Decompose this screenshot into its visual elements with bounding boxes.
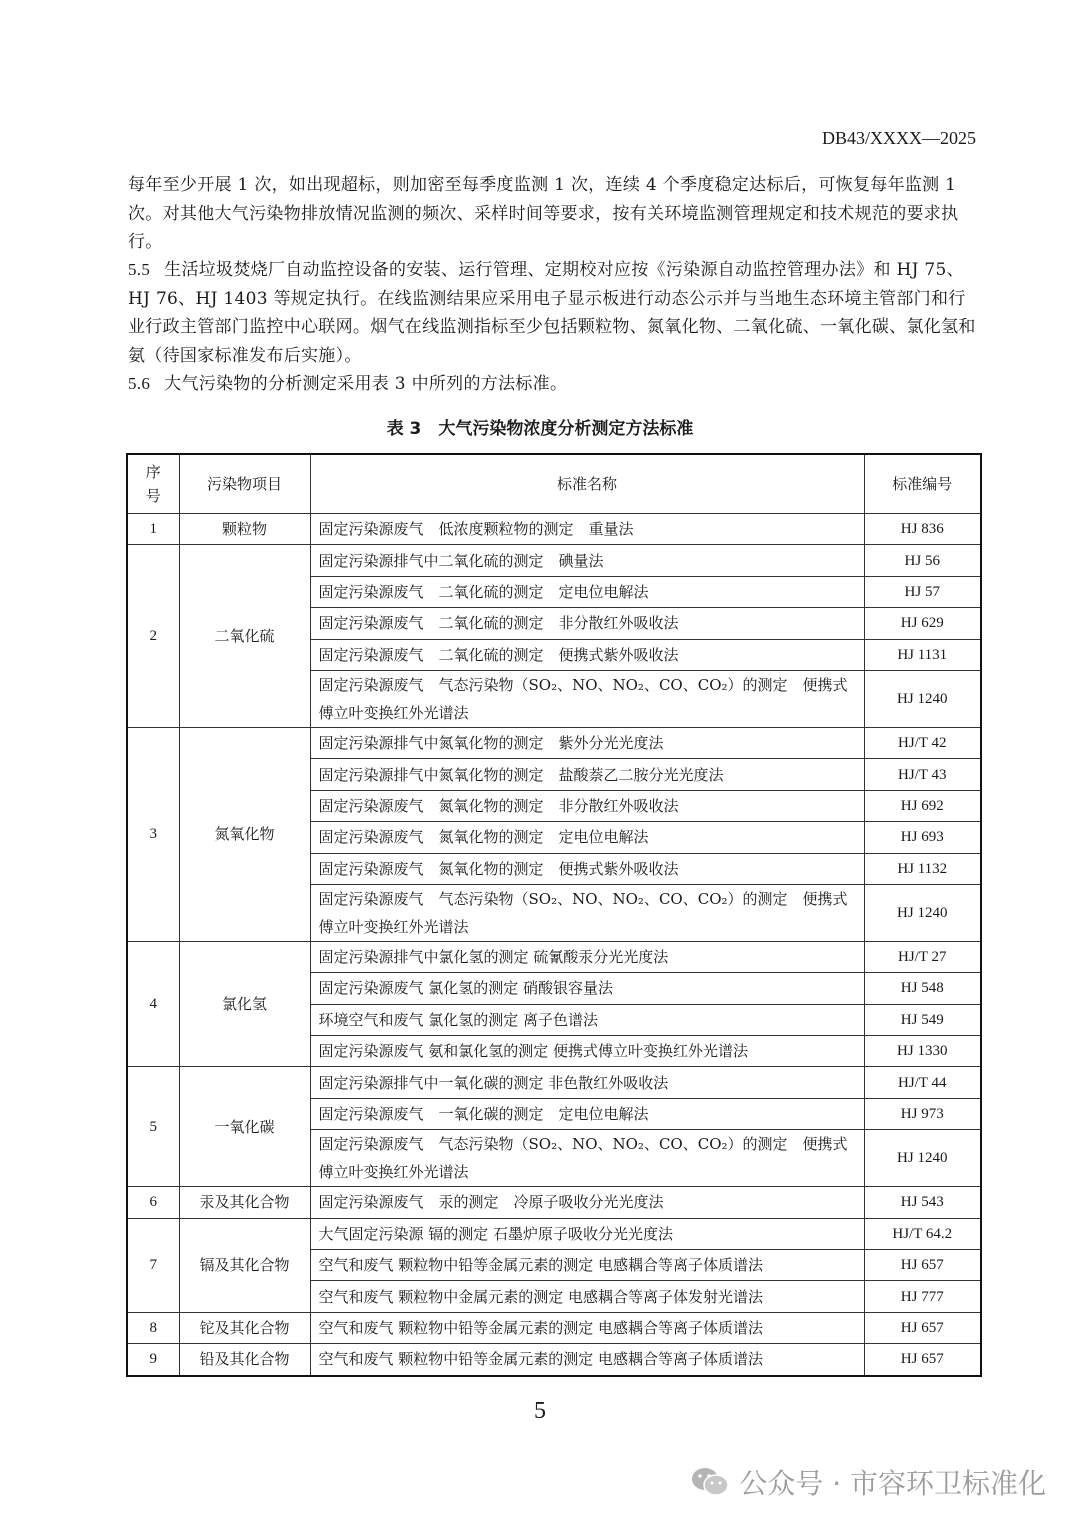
cell-no: 9 [127, 1344, 179, 1376]
cell-standard-code: HJ 548 [864, 973, 981, 1004]
cell-standard-code: HJ 836 [864, 514, 981, 545]
paragraph-5-6 [128, 370, 978, 399]
cell-standard-name: 空气和废气 颗粒物中铅等金属元素的测定 电感耦合等离子体质谱法 [310, 1312, 864, 1343]
cell-standard-code: HJ 543 [864, 1187, 981, 1218]
cell-standard-name: 固定污染源排气中一氧化碳的测定 非色散红外吸收法 [310, 1067, 864, 1098]
clause-number: 5.6 [128, 374, 151, 393]
cell-standard-name: 空气和废气 颗粒物中铅等金属元素的测定 电感耦合等离子体质谱法 [310, 1250, 864, 1281]
page-number: 5 [534, 1398, 546, 1424]
cell-standard-name: 环境空气和废气 氯化氢的测定 离子色谱法 [310, 1004, 864, 1035]
cell-standard-code: HJ 657 [864, 1312, 981, 1343]
cell-standard-code: HJ/T 27 [864, 941, 981, 972]
cell-standard-name: 固定污染源废气 氮氧化物的测定 非分散红外吸收法 [310, 790, 864, 821]
cell-standard-code: HJ 1240 [864, 884, 981, 941]
cell-standard-name: 固定污染源排气中氯化氢的测定 硫氰酸汞分光光度法 [310, 941, 864, 972]
table-row [127, 1312, 981, 1343]
cell-standard-code: HJ 56 [864, 545, 981, 576]
cell-standard-name: 固定污染源废气 二氧化硫的测定 非分散红外吸收法 [310, 608, 864, 639]
cell-standard-code: HJ 1240 [864, 1130, 981, 1187]
cell-no: 7 [127, 1218, 179, 1312]
cell-no: 6 [127, 1187, 179, 1218]
cell-pollutant: 氮氧化物 [179, 727, 310, 941]
cell-standard-code: HJ 693 [864, 822, 981, 853]
cell-standard-name: 固定污染源废气 一氧化碳的测定 定电位电解法 [310, 1098, 864, 1129]
cell-standard-name: 固定污染源废气 二氧化硫的测定 定电位电解法 [310, 576, 864, 607]
cell-standard-code: HJ/T 43 [864, 759, 981, 790]
cell-pollutant: 铊及其化合物 [179, 1312, 310, 1343]
cell-pollutant: 一氧化碳 [179, 1067, 310, 1187]
table-row [127, 727, 981, 758]
table-row [127, 545, 981, 576]
paragraph-5-5 [128, 256, 978, 370]
cell-standard-code: HJ 1132 [864, 853, 981, 884]
paragraph-monitoring-frequency: 每年至少开展 1 次，如出现超标，则加密至每季度监测 1 次，连续 4 个季度稳定达标后，可恢复每年监测 1 次。对其他大气污染物排放情况监测的频次、采样时间等要求，按有关环境监测管理规定和技术规范的要求执行。 [128, 175, 959, 253]
cell-standard-code: HJ 1330 [864, 1036, 981, 1067]
cell-no: 4 [127, 941, 179, 1067]
table-row [127, 1218, 981, 1249]
cell-no: 8 [127, 1312, 179, 1343]
cell-pollutant: 颗粒物 [179, 514, 310, 545]
cell-standard-code: HJ 57 [864, 576, 981, 607]
cell-standard-code: HJ 657 [864, 1344, 981, 1376]
wechat-icon [691, 1466, 729, 1498]
cell-standard-code: HJ/T 42 [864, 727, 981, 758]
cell-standard-code: HJ/T 64.2 [864, 1218, 981, 1249]
cell-standard-name: 空气和废气 颗粒物中铅等金属元素的测定 电感耦合等离子体质谱法 [310, 1344, 864, 1376]
cell-standard-code: HJ 973 [864, 1098, 981, 1129]
table-row [127, 1187, 981, 1218]
cell-standard-name: 大气固定污染源 镉的测定 石墨炉原子吸收分光光度法 [310, 1218, 864, 1249]
cell-standard-name: 固定污染源废气 氯化氢的测定 硝酸银容量法 [310, 973, 864, 1004]
cell-no: 5 [127, 1067, 179, 1187]
header-code: 标准编号 [864, 454, 981, 514]
cell-standard-code: HJ 629 [864, 608, 981, 639]
cell-pollutant: 镉及其化合物 [179, 1218, 310, 1312]
table-row [127, 1344, 981, 1376]
cell-standard-code: HJ/T 44 [864, 1067, 981, 1098]
cell-standard-name: 固定污染源废气 汞的测定 冷原子吸收分光光度法 [310, 1187, 864, 1218]
header-no: 序号 [127, 454, 179, 514]
cell-standard-code: HJ 777 [864, 1281, 981, 1312]
cell-standard-name: 固定污染源废气 低浓度颗粒物的测定 重量法 [310, 514, 864, 545]
table-header-row [127, 454, 981, 514]
clause-text: 大气污染物的分析测定采用表 3 中所列的方法标准。 [164, 374, 568, 394]
cell-no: 3 [127, 727, 179, 941]
cell-standard-code: HJ 1131 [864, 639, 981, 670]
clause-text: 生活垃圾焚烧厂自动监控设备的安装、运行管理、定期校对应按《污染源自动监控管理办法》和 HJ 75、HJ 76、HJ 1403 等规定执行。在线监测结果应采用电子显示板进行动态公示并与当地生态环境主管部门和行业行政主管部门监控中心联网。烟气在线监测指标至少包括颗粒物、氮氧化物、二氧化硫、一氧化碳、氯化氢和氨（待国家标准发布后实施）。 [128, 260, 976, 366]
clause-number: 5.5 [128, 260, 151, 279]
watermark-text: 公众号 · 市容环卫标准化 [739, 1467, 1046, 1500]
cell-standard-code: HJ 549 [864, 1004, 981, 1035]
cell-standard-name: 固定污染源排气中氮氧化物的测定 盐酸萘乙二胺分光光度法 [310, 759, 864, 790]
watermark [691, 1462, 1046, 1502]
cell-standard-name: 固定污染源废气 气态污染物（SO₂、NO、NO₂、CO、CO₂）的测定 便携式傅立叶变换红外光谱法 [310, 884, 864, 941]
cell-pollutant: 氯化氢 [179, 941, 310, 1067]
cell-pollutant: 铅及其化合物 [179, 1344, 310, 1376]
cell-standard-name: 固定污染源排气中氮氧化物的测定 紫外分光光度法 [310, 727, 864, 758]
cell-standard-code: HJ 1240 [864, 670, 981, 727]
cell-pollutant: 汞及其化合物 [179, 1187, 310, 1218]
table-row [127, 514, 981, 545]
cell-standard-name: 空气和废气 颗粒物中金属元素的测定 电感耦合等离子体发射光谱法 [310, 1281, 864, 1312]
cell-no: 1 [127, 514, 179, 545]
table-row [127, 941, 981, 972]
cell-standard-name: 固定污染源排气中二氧化硫的测定 碘量法 [310, 545, 864, 576]
document-code: DB43/XXXX—2025 [821, 128, 976, 148]
cell-pollutant: 二氧化硫 [179, 545, 310, 728]
cell-standard-name: 固定污染源废气 气态污染物（SO₂、NO、NO₂、CO、CO₂）的测定 便携式傅立叶变换红外光谱法 [310, 1130, 864, 1187]
table-caption: 表 3 大气污染物浓度分析测定方法标准 [386, 419, 694, 439]
cell-no: 2 [127, 545, 179, 728]
cell-standard-name: 固定污染源废气 氮氧化物的测定 便携式紫外吸收法 [310, 853, 864, 884]
cell-standard-name: 固定污染源废气 氮氧化物的测定 定电位电解法 [310, 822, 864, 853]
standards-table [126, 453, 982, 1377]
header-item: 污染物项目 [179, 454, 310, 514]
cell-standard-name: 固定污染源废气 氨和氯化氢的测定 便携式傅立叶变换红外光谱法 [310, 1036, 864, 1067]
cell-standard-code: HJ 692 [864, 790, 981, 821]
header-name: 标准名称 [310, 454, 864, 514]
cell-standard-code: HJ 657 [864, 1250, 981, 1281]
cell-standard-name: 固定污染源废气 气态污染物（SO₂、NO、NO₂、CO、CO₂）的测定 便携式傅立叶变换红外光谱法 [310, 670, 864, 727]
table-row [127, 1067, 981, 1098]
cell-standard-name: 固定污染源废气 二氧化硫的测定 便携式紫外吸收法 [310, 639, 864, 670]
